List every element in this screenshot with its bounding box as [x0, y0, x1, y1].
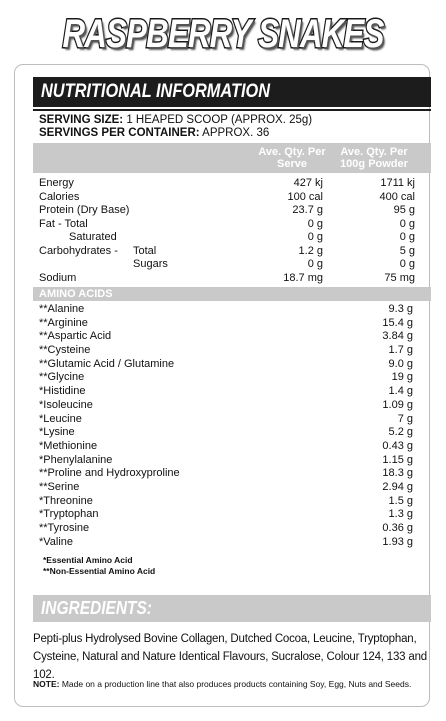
serving-size-label: SERVING SIZE: [39, 114, 124, 126]
nutrition-row-per-100g: 95 g [393, 204, 415, 216]
nutrition-row [39, 272, 425, 286]
amino-acid-rows [33, 301, 431, 549]
column-header-per-serve: Ave. Qty. Per Serve [258, 146, 326, 170]
nutrition-row-label: Calories [39, 190, 80, 203]
amino-acid-value: 9.0 g [388, 357, 413, 370]
amino-acid-row [39, 317, 425, 331]
amino-acid-value: 1.93 g [382, 535, 413, 548]
nutrition-row-per-serve: 427 kj [293, 177, 323, 189]
amino-acid-name: **Glutamic Acid / Glutamine [39, 357, 175, 370]
amino-acid-name: **Serine [39, 480, 80, 493]
nutrition-row-sublabel: Total [133, 244, 157, 257]
amino-acid-name: **Alanine [39, 303, 85, 315]
amino-acid-name: *Histidine [39, 385, 86, 398]
amino-acid-value: 1.5 g [388, 494, 413, 507]
serving-info [33, 109, 431, 143]
amino-acid-row [39, 495, 425, 509]
amino-acid-value: 1.4 g [388, 385, 413, 398]
amino-acid-name: **Glycine [39, 371, 85, 384]
amino-acid-name: *Lysine [39, 426, 75, 439]
nutrition-row-per-100g: 0 g [399, 217, 415, 230]
amino-acid-row [39, 454, 425, 468]
servings-value: APPROX. 36 [202, 127, 270, 139]
amino-acid-name: **Tyrosine [39, 522, 90, 534]
nutrition-row-per-serve: 0 g [307, 258, 323, 270]
amino-acid-name: *Threonine [39, 494, 93, 507]
amino-acid-row [39, 371, 425, 385]
nutrition-row-label: Sodium [39, 271, 77, 284]
nutrition-row-per-100g: 5 g [399, 244, 415, 257]
amino-acid-value: 1.09 g [382, 398, 413, 411]
amino-acid-value: 1.3 g [388, 508, 413, 521]
nutrition-row [39, 204, 425, 218]
amino-acid-name: **Arginine [39, 316, 88, 329]
nutrition-row-label: Fat - Total [39, 217, 88, 230]
amino-acid-value: 0.43 g [382, 439, 413, 452]
amino-acid-value: 3.84 g [382, 330, 413, 343]
amino-acid-row [39, 481, 425, 495]
nutrition-label-card [14, 64, 430, 707]
amino-acid-row [39, 344, 425, 358]
amino-acid-value: 15.4 g [382, 316, 413, 329]
nutrition-row-per-serve: 100 cal [287, 190, 323, 203]
nutrition-header-text: NUTRITIONAL INFORMATION [41, 81, 271, 102]
amino-acid-row [39, 536, 425, 550]
amino-acid-name: *Leucine [39, 412, 82, 425]
amino-acid-row [39, 330, 425, 344]
amino-acid-row [39, 385, 425, 399]
nutrition-row [39, 218, 425, 232]
nutrition-row-per-serve: 23.7 g [292, 204, 323, 216]
nutrition-row-per-100g: 0 g [399, 231, 415, 243]
serving-size-value: 1 HEAPED SCOOP (APPROX. 25g) [126, 114, 313, 126]
legend-essential: *Essential Amino Acid [43, 555, 133, 566]
amino-acid-value: 18.3 g [382, 467, 413, 480]
nutrition-rows [33, 173, 431, 287]
ingredients-header-text: INGREDIENTS: [41, 598, 152, 618]
ingredients-text: Pepti-plus Hydrolysed Bovine Collagen, Dutched Cocoa, Leucine, Tryptophan, Cysteine, Natural and Nature Identical Flavours, Sucralose, Colour 124, 133 and 102. [33, 633, 427, 681]
amino-acid-row [39, 426, 425, 440]
nutrition-row-per-100g: 1711 kj [380, 177, 415, 189]
amino-acid-name: *Methionine [39, 439, 98, 452]
nutrition-row-per-serve: 1.2 g [298, 244, 323, 257]
nutrition-row-per-serve: 0 g [307, 217, 323, 230]
legend-non-essential: **Non-Essential Amino Acid [43, 566, 156, 577]
nutrition-row [39, 245, 425, 259]
amino-acid-name: **Cysteine [39, 344, 91, 357]
amino-acid-value: 1.15 g [382, 453, 413, 466]
amino-acid-name: *Tryptophan [39, 508, 99, 521]
nutrition-row-label: Saturated [69, 231, 117, 243]
nutrition-row-per-100g: 75 mg [384, 271, 415, 284]
amino-acid-value: 9.3 g [388, 303, 413, 315]
nutrition-row-label: Energy [39, 177, 74, 189]
amino-acid-name: *Valine [39, 535, 74, 548]
note-label: NOTE: [33, 679, 60, 689]
nutrition-row [39, 258, 425, 272]
amino-acid-row [39, 413, 425, 427]
column-header-per-100g: Ave. Qty. Per 100g Powder [340, 146, 408, 170]
note-text: Made on a production line that also produces products containing Soy, Egg, Nuts and Seeds. [61, 679, 412, 689]
amino-acid-row [39, 303, 425, 317]
nutrition-row-per-serve: 18.7 mg [283, 271, 323, 284]
amino-acid-value: 7 g [397, 412, 413, 425]
amino-acids-header: AMINO ACIDS [33, 287, 431, 301]
amino-acid-row [39, 508, 425, 522]
nutrition-row-label: Protein (Dry Base) [39, 204, 130, 216]
servings-per-container-line [39, 127, 425, 140]
nutrition-row-per-serve: 0 g [307, 231, 323, 243]
allergen-note [33, 679, 427, 690]
ingredients-header [33, 595, 431, 622]
serving-size-line [39, 114, 425, 127]
column-headers [33, 143, 431, 173]
product-title: RASPBERRY SNAKES [62, 12, 384, 56]
amino-acid-row [39, 467, 425, 481]
amino-acid-name: **Aspartic Acid [39, 330, 112, 343]
amino-acid-value: 1.7 g [388, 344, 413, 357]
nutrition-row [39, 231, 425, 245]
amino-acid-row [39, 399, 425, 413]
amino-acid-name: *Phenylalanine [39, 453, 113, 466]
amino-acid-row [39, 522, 425, 536]
amino-acid-value: 0.36 g [382, 522, 413, 534]
amino-acid-row [39, 440, 425, 454]
amino-legend [33, 549, 431, 577]
amino-acid-row [39, 358, 425, 372]
amino-acid-value: 19 g [391, 371, 413, 384]
nutrition-row-label: Carbohydrates - [39, 244, 118, 257]
nutrition-row [39, 177, 425, 191]
amino-acid-name: *Isoleucine [39, 398, 93, 411]
nutrition-header [33, 77, 431, 107]
servings-label: SERVINGS PER CONTAINER: [39, 127, 200, 139]
nutrition-row [39, 191, 425, 205]
amino-acid-name: **Proline and Hydroxyproline [39, 467, 180, 480]
nutrition-row-sublabel: Sugars [133, 258, 168, 270]
nutrition-panel [33, 77, 431, 593]
amino-acid-value: 5.2 g [388, 426, 413, 439]
amino-acid-value: 2.94 g [382, 480, 413, 493]
nutrition-row-per-100g: 0 g [399, 258, 415, 270]
nutrition-row-per-100g: 400 cal [379, 190, 415, 203]
